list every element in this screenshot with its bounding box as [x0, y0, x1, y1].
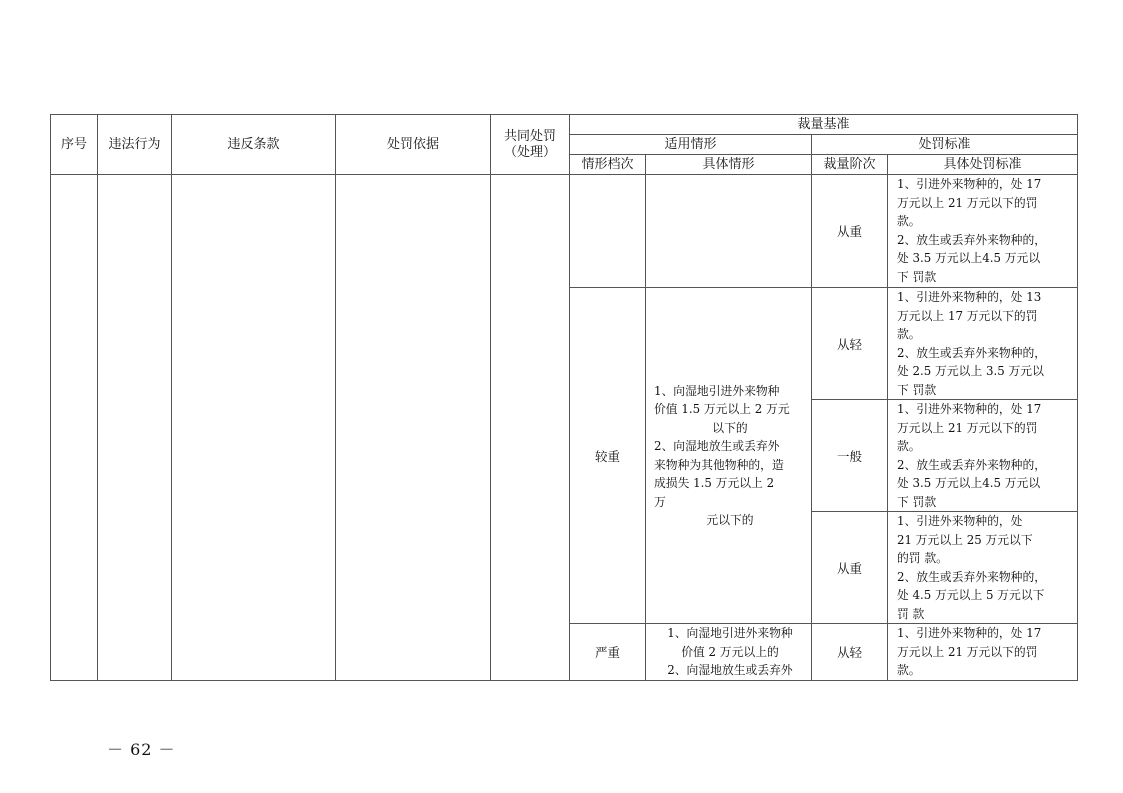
level-serious: 严重: [570, 624, 646, 681]
standard-cell: 1、引进外来物种的，处 21 万元以上 25 万元以下 的罚 款。 2、放生或丢弃外来物种的， 处 4.5 万元以上 5 万元以下 罚 款: [888, 512, 1078, 624]
header-discretion: 裁量基准: [570, 115, 1078, 135]
level-cell-empty: [570, 175, 646, 288]
standard-cell: 1、引进外来物种的，处 13 万元以上 17 万元以下的罚 款。 2、放生或丢弃外来物种的， 处 2.5 万元以上 3.5 万元以 下 罚款: [888, 288, 1078, 400]
basis-cell: [336, 175, 491, 681]
header-specific-standard: 具体处罚标准: [888, 155, 1078, 175]
header-joint-line1: 共同处罚: [503, 128, 556, 144]
stage-cell: 从重: [812, 175, 888, 288]
detail-cell-empty: [646, 175, 812, 288]
level-heavier: 较重: [570, 288, 646, 624]
header-detail: 具体情形: [646, 155, 812, 175]
behavior-cell: [98, 175, 172, 681]
stage-cell: 从轻: [812, 624, 888, 681]
header-stage: 裁量阶次: [812, 155, 888, 175]
standard-cell: 1、引进外来物种的，处 17 万元以上 21 万元以下的罚 款。 2、放生或丢弃外来物种的， 处 3.5 万元以上4.5 万元以 下 罚款: [888, 400, 1078, 512]
joint-cell: [491, 175, 570, 681]
situation-heavier: 1、向湿地引进外来物种 价值 1.5 万元以上 2 万元 以下的 2、向湿地放生或丢弃外 来物种为其他物种的，造 成损失 1.5 万元以上 2 万 元以下的: [646, 288, 812, 624]
table-row: [51, 175, 1078, 288]
header-behavior: 违法行为: [98, 115, 172, 175]
header-basis: 处罚依据: [336, 115, 491, 175]
header-seq: 序号: [51, 115, 98, 175]
seq-cell: [51, 175, 98, 681]
standard-cell: 1、引进外来物种的，处 17 万元以上 21 万元以下的罚 款。: [888, 624, 1078, 681]
header-penalty-standard: 处罚标准: [812, 135, 1078, 155]
stage-cell: 从重: [812, 512, 888, 624]
clause-cell: [172, 175, 336, 681]
situation-serious: 1、向湿地引进外来物种 价值 2 万元以上的 2、向湿地放生或丢弃外: [646, 624, 812, 681]
header-level: 情形档次: [570, 155, 646, 175]
discretion-table: [50, 114, 1078, 681]
header-joint: [491, 115, 570, 175]
standard-cell: 1、引进外来物种的，处 17 万元以上 21 万元以下的罚 款。 2、放生或丢弃外来物种的， 处 3.5 万元以上4.5 万元以 下 罚款: [888, 175, 1078, 288]
page-number: － 62 －: [107, 740, 176, 759]
stage-cell: 从轻: [812, 288, 888, 400]
header-clause: 违反条款: [172, 115, 336, 175]
header-applicable: 适用情形: [570, 135, 812, 155]
header-joint-line2: （处理）: [503, 144, 556, 160]
stage-cell: 一般: [812, 400, 888, 512]
